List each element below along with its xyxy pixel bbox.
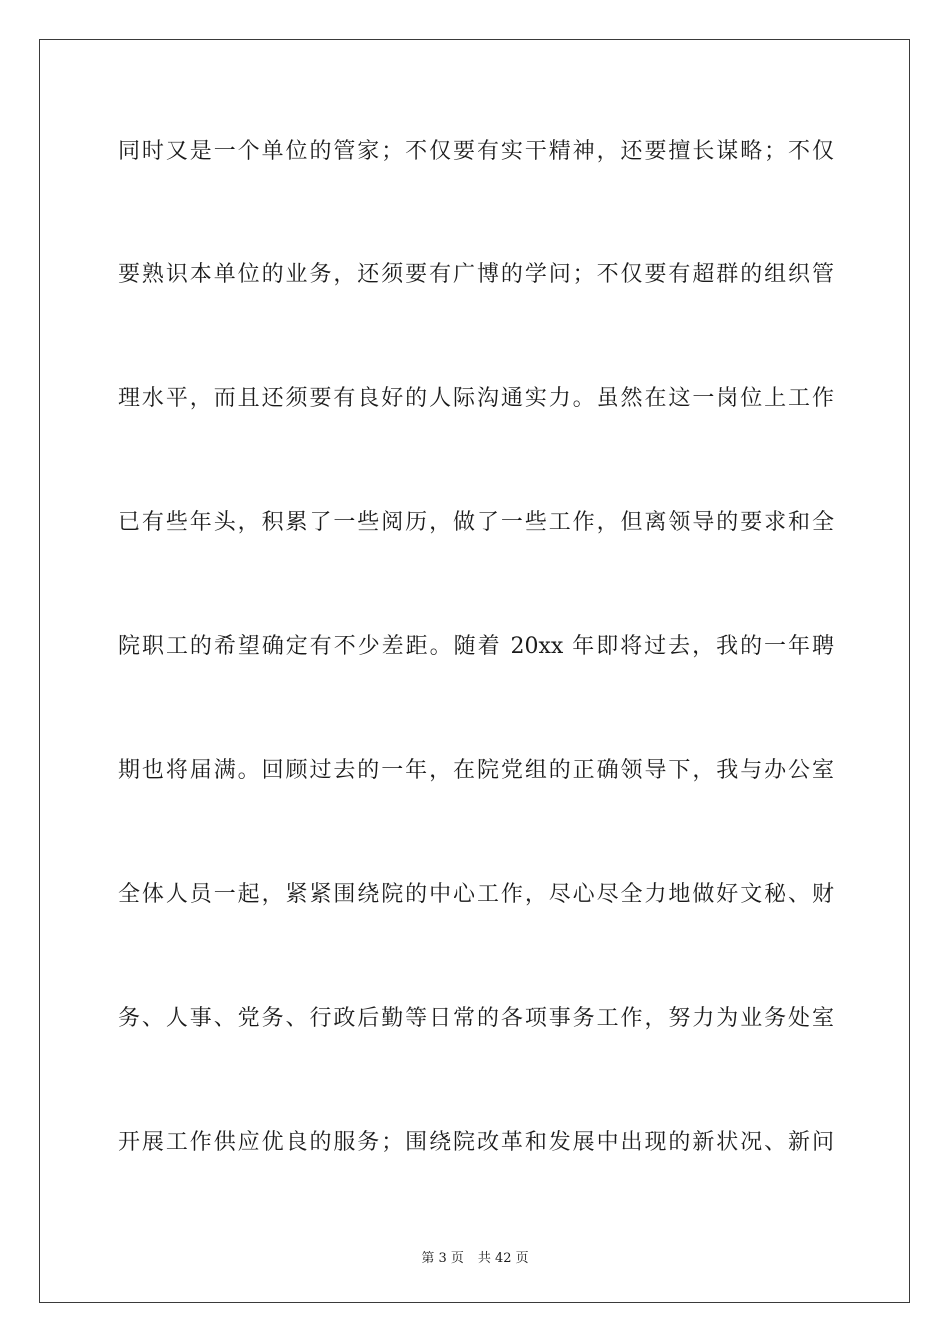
body-text-line: 已有些年头，积累了一些阅历，做了一些工作，但离领导的要求和全 bbox=[118, 510, 834, 535]
body-text-line: 开展工作供应优良的服务；围绕院改革和发展中出现的新状况、新问 bbox=[118, 1130, 834, 1155]
body-text-line: 务、人事、党务、行政后勤等日常的各项事务工作，努力为业务处室 bbox=[118, 1006, 834, 1031]
page-number: 第 3 页 bbox=[421, 1251, 464, 1266]
body-text-line: 要熟识本单位的业务，还须要有广博的学问；不仅要有超群的组织管 bbox=[118, 262, 834, 287]
page-frame bbox=[39, 39, 910, 1303]
body-text-line: 全体人员一起，紧紧围绕院的中心工作，尽心尽全力地做好文秘、财 bbox=[118, 882, 834, 907]
body-text-line: 期也将届满。回顾过去的一年，在院党组的正确领导下，我与办公室 bbox=[118, 758, 834, 783]
page-footer bbox=[0, 1247, 950, 1266]
page-total: 共 42 页 bbox=[477, 1251, 529, 1266]
body-text-line: 院职工的希望确定有不少差距。随着 20xx 年即将过去，我的一年聘 bbox=[118, 634, 834, 659]
body-text-line: 理水平，而且还须要有良好的人际沟通实力。虽然在这一岗位上工作 bbox=[118, 386, 834, 411]
body-text-line: 同时又是一个单位的管家；不仅要有实干精神，还要擅长谋略；不仅 bbox=[118, 139, 834, 164]
